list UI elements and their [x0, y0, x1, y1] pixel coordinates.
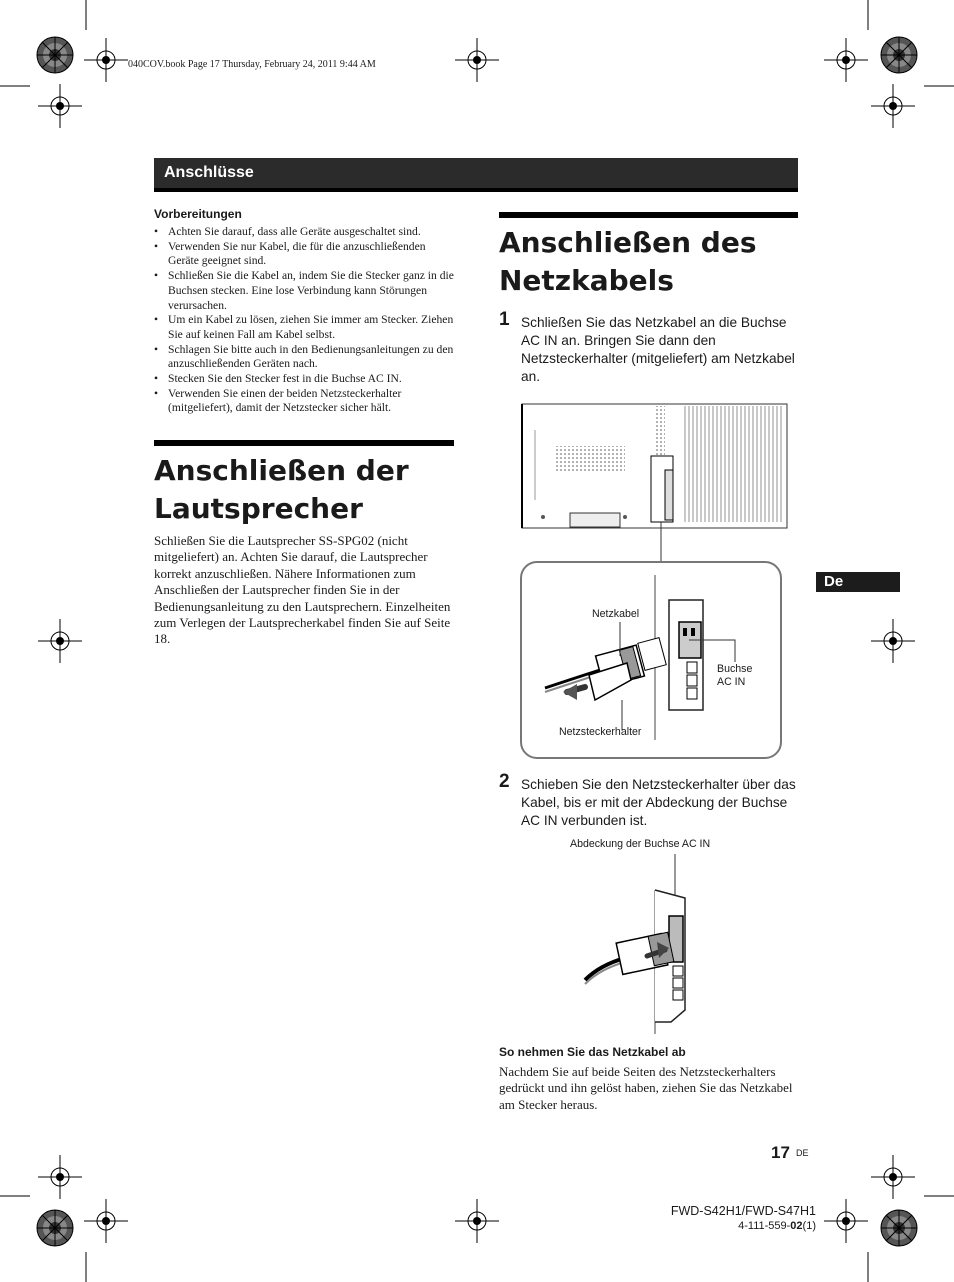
speakers-heading-line1: Anschließen der	[154, 454, 409, 487]
label-abdeckung: Abdeckung der Buchse AC IN	[570, 838, 711, 850]
preparation-list	[154, 225, 458, 416]
registration-star-icon	[37, 1210, 73, 1246]
registration-cross-icon	[38, 619, 82, 663]
registration-cross-icon	[871, 619, 915, 663]
power-cable-heading-line2: Netzkabels	[499, 264, 674, 297]
registration-cross-icon	[84, 38, 128, 82]
list-item: • Achten Sie darauf, dass alle Geräte ausgeschaltet sind.	[154, 225, 458, 240]
document-code	[671, 1219, 816, 1234]
registration-cross-icon	[38, 1155, 82, 1199]
registration-cross-icon	[455, 38, 499, 82]
figure-connect-power-cable	[515, 400, 790, 762]
registration-cross-icon	[824, 1199, 868, 1243]
model-info	[671, 1204, 816, 1234]
code-suffix: (1)	[802, 1220, 816, 1232]
remove-cable-title: So nehmen Sie das Netzkabel ab	[499, 1045, 686, 1059]
code-bold: 02	[790, 1220, 803, 1232]
registration-cross-icon	[871, 84, 915, 128]
registration-star-icon	[881, 1210, 917, 1246]
list-item: • Schließen Sie die Kabel an, indem Sie die Stecker ganz in die Buchsen stecken. Eine lose Verbindung kann Störungen verursachen.	[154, 269, 458, 313]
list-item: • Um ein Kabel zu lösen, ziehen Sie immer am Stecker. Ziehen Sie auf keinen Fall am Kabel selbst.	[154, 313, 458, 342]
registration-cross-icon	[84, 1199, 128, 1243]
step-2-text: Schieben Sie den Netzsteckerhalter über das Kabel, bis er mit der Abdeckung der Buchse AC IN verbunden ist.	[521, 777, 796, 828]
section-title: Anschlüsse	[164, 164, 254, 181]
list-item: • Verwenden Sie einen der beiden Netzsteckerhalter (mitgeliefert), damit der Netzstecker sicher hält.	[154, 387, 458, 416]
registration-cross-icon	[871, 1155, 915, 1199]
speakers-text: Schließen Sie die Lautsprecher SS-SPG02 (nicht mitgeliefert) an. Achten Sie darauf, die Lautsprecher korrekt anzuschließen. Nähere Informationen zum Anschließen der Lautsprecher finden Sie in der Bedienungsanleitung zu den Lautsprechern. Einzelheiten zum Verlegen der Lautsprecherkabel finden Sie auf Seite 18.	[154, 533, 451, 647]
step-1-number: 1	[499, 309, 510, 330]
list-item: • Stecken Sie den Stecker fest in die Buchse AC IN.	[154, 372, 458, 387]
step-1-text: Schließen Sie das Netzkabel an die Buchse AC IN an. Bringen Sie dann den Netzsteckerhalter (mitgeliefert) am Netzkabel an.	[521, 315, 795, 384]
language-tab	[816, 572, 900, 592]
label-netzkabel: Netzkabel	[592, 608, 640, 620]
figure-slide-plug-holder	[575, 850, 700, 1040]
registration-star-icon	[37, 37, 73, 73]
label-buchse-ac-in: Buchse AC IN	[717, 663, 753, 688]
page-language: DE	[796, 1148, 809, 1158]
power-cable-heading	[499, 212, 798, 300]
list-item: • Verwenden Sie nur Kabel, die für die anzuschließenden Geräte geeignet sind.	[154, 240, 458, 269]
page-number: 17	[771, 1143, 790, 1162]
print-info: 040COV.book Page 17 Thursday, February 24, 2011 9:44 AM	[128, 59, 376, 70]
speakers-heading-line2: Lautsprecher	[154, 492, 363, 525]
label-netzsteckerhalter: Netzsteckerhalter	[559, 726, 642, 738]
model-name: FWD-S42H1/FWD-S47H1	[670, 1204, 816, 1218]
section-header-bar	[154, 158, 798, 192]
code-prefix: 4-111-559-	[738, 1220, 791, 1232]
step-2-number: 2	[499, 771, 510, 792]
list-item: • Schlagen Sie bitte auch in den Bedienungsanleitungen zu den anzuschließenden Geräten nach.	[154, 343, 458, 372]
registration-cross-icon	[38, 84, 82, 128]
speakers-heading	[154, 440, 454, 528]
remove-cable-text: Nachdem Sie auf beide Seiten des Netzsteckerhalters gedrückt und ihn gelöst haben, ziehen Sie das Netzkabel am Stecker heraus.	[499, 1064, 793, 1112]
preparation-title: Vorbereitungen	[154, 207, 242, 221]
power-cable-heading-line1: Anschließen des	[499, 226, 757, 259]
registration-cross-icon	[455, 1199, 499, 1243]
language-tab-label: De	[824, 573, 844, 590]
registration-star-icon	[881, 37, 917, 73]
registration-cross-icon	[824, 38, 868, 82]
